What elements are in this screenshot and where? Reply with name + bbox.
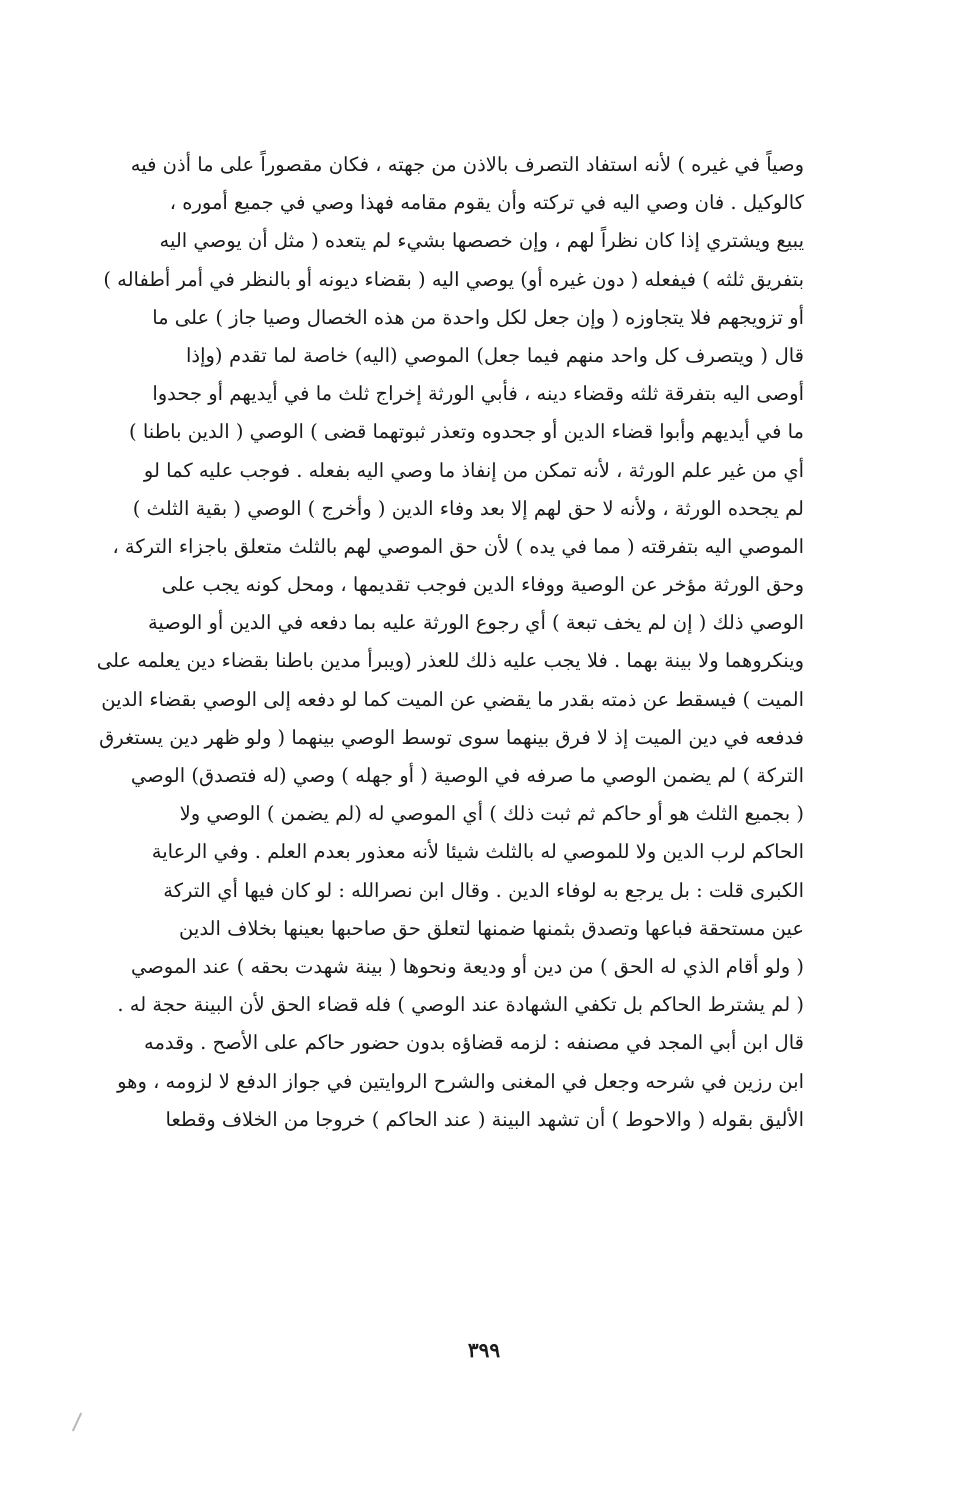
text-line: الحاكم لرب الدين ولا للموصي له بالثلث شيئا لأنه معذور بعدم العلم . وفي الرعاية	[151, 840, 804, 864]
text-line: قال ابن أبي المجد في مصنفه : لزمه قضاؤه بدون حضور حاكم على الأصح . وقدمه	[144, 1031, 804, 1055]
text-line: قال ( ويتصرف كل واحد منهم فيما جعل) الموصي (اليه) خاصة لما تقدم (وإذا	[186, 343, 804, 367]
text-line: التركة ) لم يضمن الوصي ما صرفه في الوصية ( أو جهله ) وصي (له فتصدق) الوصي	[130, 764, 804, 787]
text-line: عين مستحقة فباعها وتصدق بثمنها ضمنها لتعلق حق صاحبها بعينها بخلاف الدين	[179, 916, 804, 940]
text-line: كالوكيل . فان وصي اليه في تركته وأن يقوم مقامه فهذا وصي في جميع أموره ،	[169, 191, 804, 215]
text-line: وحق الورثة مؤخر عن الوصية ووفاء الدين فوجب تقديمها ، ومحل كونه يجب على	[161, 573, 804, 597]
text-line: وصياً في غيره ) لأنه استفاد التصرف بالاذن من جهته ، فكان مقصوراً على ما أذن فيه	[130, 153, 804, 176]
text-line: ( ولو أقام الذي له الحق ) من دين أو وديعة ونحوها ( بينة شهدت بحقه ) عند الموصي	[130, 954, 804, 978]
text-line: الميت ) فيسقط عن ذمته بقدر ما يقضي عن الميت كما لو دفعه إلى الوصي بقضاء الدين	[101, 687, 804, 711]
scan-mark	[72, 1413, 82, 1432]
text-line: وينكروهما ولا بينة بهما . فلا يجب عليه ذلك للعذر (ويبرأ مدين باطنا بقضاء دين يعلمه على	[96, 649, 804, 673]
text-line: الأليق بقوله ( والاحوط ) أن تشهد البينة ( عند الحاكم ) خروجا من الخلاف وقطعا	[165, 1107, 804, 1131]
text-line: بتفريق ثلثه ) فيفعله ( دون غيره أو) يوصي اليه ( بقضاء ديونه أو بالنظر في أمر أطفاله )	[103, 267, 804, 291]
text-line: الموصي اليه بتفرقته ( مما في يده ) لأن حق الموصي لهم بالثلث متعلق باجزاء التركة ،	[112, 534, 804, 558]
text-line: فدفعه في دين الميت إذ لا فرق بينهما سوى توسط الوصي بينهما ( ولو ظهر دين يستغرق	[99, 725, 804, 749]
text-line: ما في أيديهم وأبوا قضاء الدين أو جحدوه وتعذر ثبوتهما قضى ) الوصي ( الدين باطنا )	[129, 420, 804, 444]
text-line: الكبرى قلت : بل يرجع به لوفاء الدين . وقال ابن نصرالله : لو كان فيها أي التركة	[163, 878, 804, 902]
page-number: ٣٩٩	[467, 1338, 501, 1362]
text-line: ابن رزين في شرحه وجعل في المغنى والشرح الروايتين في جواز الدفع لا لزومه ، وهو	[117, 1069, 804, 1093]
text-line: أو تزويجهم فلا يتجاوزه ( وإن جعل لكل واحدة من هذه الخصال وصيا جاز ) على ما	[152, 305, 804, 329]
text-line: ( بجميع الثلث هو أو حاكم ثم ثبت ذلك ) أي الموصي له (لم يضمن ) الوصي ولا	[179, 802, 804, 826]
text-line: ( لم يشترط الحاكم بل تكفي الشهادة عند الوصي ) فله قضاء الحق لأن البينة حجة له .	[117, 993, 804, 1017]
text-line: لم يجحده الورثة ، ولأنه لا حق لهم إلا بعد وفاء الدين ( وأخرج ) الوصي ( بقية الثلث )	[132, 496, 804, 520]
text-line: يبيع ويشتري إذا كان نظراً لهم ، وإن خصصها بشيء لم يتعده ( مثل أن يوصي اليه	[159, 229, 804, 253]
body-text	[96, 146, 804, 1139]
text-line: أوصى اليه بتفرقة ثلثه وقضاء دينه ، فأبي الورثة إخراج ثلث ما في أيديهم أو جحدوا	[152, 382, 804, 406]
text-line: أي من غير علم الورثة ، لأنه تمكن من إنفاذ ما وصي اليه بفعله . فوجب عليه كما لو	[143, 458, 804, 482]
text-line: الوصي ذلك ( إن لم يخف تبعة ) أي رجوع الورثة عليه بما دفعه في الدين أو الوصية	[147, 611, 804, 635]
